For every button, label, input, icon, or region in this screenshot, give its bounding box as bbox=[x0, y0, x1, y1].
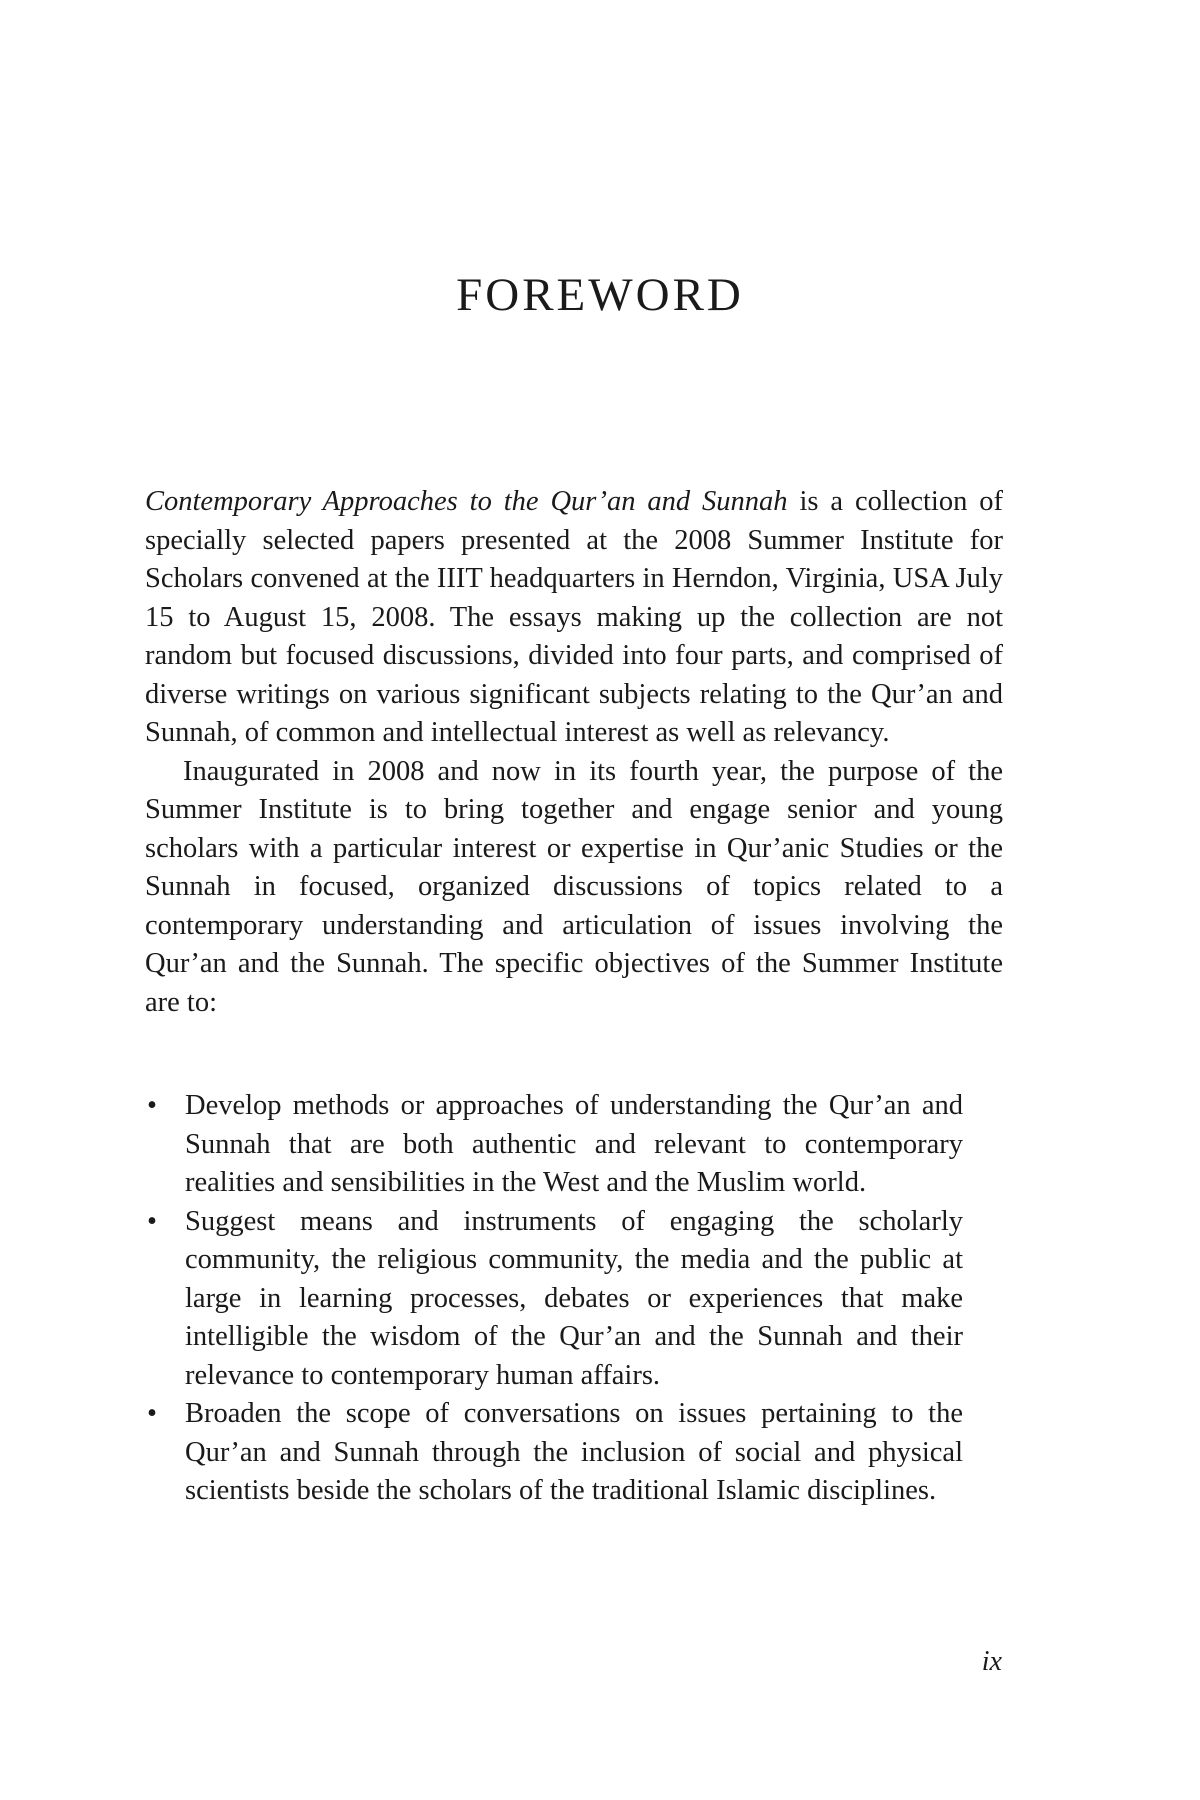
book-title-italic: Contemporary Approaches to the Qur’an and Sunnah bbox=[145, 486, 788, 517]
bullet-icon: • bbox=[147, 1205, 157, 1237]
list-item-text: Suggest means and instruments of engaging the scholarly community, the religious community, the media and the public at large in learning processes, debates or experiences that make intelligible the wisdom of the Qur’an and the Sunnah and their relevance to contemporary human affairs. bbox=[185, 1205, 963, 1391]
list-item bbox=[145, 1395, 963, 1511]
list-item-text: Develop methods or approaches of understanding the Qur’an and Sunnah that are both authentic and relevant to contemporary realities and sensibilities in the West and the Muslim world. bbox=[185, 1090, 963, 1198]
body-text bbox=[145, 483, 1003, 1022]
page-number: ix bbox=[981, 1646, 1002, 1677]
bullet-icon: • bbox=[147, 1090, 157, 1121]
bullet-icon: • bbox=[147, 1398, 157, 1429]
list-item bbox=[145, 1087, 963, 1203]
list-item bbox=[145, 1203, 963, 1396]
objectives-list bbox=[145, 1087, 963, 1511]
page-title: FOREWORD bbox=[456, 269, 744, 321]
intro-paragraph-text: is a collection of specially selected papers presented at the 2008 Summer Institute for Scholars convened at the IIIT headquarters in Herndon, Virginia, USA July 15 to August 15, 2008. The essays making up the collection are not random but focused discussions, divided into four parts, and comprised of diverse writings on various significant subjects relating to the Qur’an and Sunnah, of common and intellectual interest as well as relevancy. bbox=[145, 486, 1003, 748]
intro-paragraph bbox=[145, 483, 1003, 753]
purpose-paragraph: Inaugurated in 2008 and now in its fourth year, the purpose of the Summer Institute is to bring together and engage senior and young scholars with a particular interest or expertise in Qur’anic Studies or the Sunnah in focused, organized discussions of topics related to a contemporary understanding and articulation of issues involving the Qur’an and the Sunnah. The specific objectives of the Summer Institute are to: bbox=[145, 755, 1003, 1018]
list-item-text: Broaden the scope of conversations on issues pertaining to the Qur’an and Sunnah through the inclusion of social and physical scientists beside the scholars of the traditional Islamic disciplines. bbox=[185, 1398, 963, 1506]
